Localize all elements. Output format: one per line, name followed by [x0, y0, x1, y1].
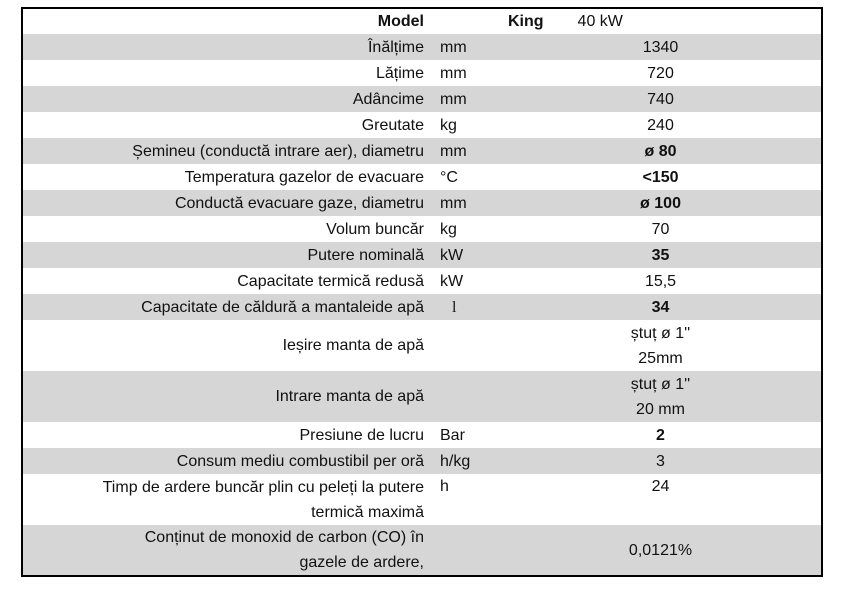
header-brand: King [508, 13, 544, 30]
row-label: Ieșire manta de apă [22, 320, 432, 371]
header-model-label: Model [22, 8, 432, 34]
row-value: 34 [500, 294, 822, 320]
table-row [22, 216, 822, 242]
header-power: 40 kW [577, 13, 623, 30]
table-row [22, 320, 822, 371]
row-label: Consum mediu combustibil per oră [22, 448, 432, 474]
row-unit: kW [432, 242, 500, 268]
row-unit: mm [432, 138, 500, 164]
row-value: 3 [500, 448, 822, 474]
header-model-name [432, 8, 822, 34]
table-row [22, 138, 822, 164]
table-row [22, 525, 822, 576]
table-row [22, 268, 822, 294]
row-label: Șemineu (conductă intrare aer), diametru [22, 138, 432, 164]
row-label [22, 525, 432, 576]
table-row [22, 86, 822, 112]
row-unit: mm [432, 190, 500, 216]
table-row [22, 294, 822, 320]
row-label-line: Timp de ardere buncăr plin cu peleți la putere [102, 478, 424, 496]
row-label: Capacitate de căldură a mantaleide apă [22, 294, 432, 320]
row-value: 740 [500, 86, 822, 112]
row-label [22, 474, 432, 525]
row-value: 2 [500, 422, 822, 448]
row-value-line: ștuț ø 1'' [630, 375, 691, 393]
row-label: Lățime [22, 60, 432, 86]
row-value: ø 100 [500, 190, 822, 216]
row-value-line: ștuț ø 1'' [630, 324, 691, 342]
table-row [22, 34, 822, 60]
row-unit [432, 371, 500, 422]
table-row [22, 474, 822, 525]
table-row [22, 371, 822, 422]
table-row [22, 242, 822, 268]
row-unit: l [432, 294, 500, 320]
table-row [22, 422, 822, 448]
row-value: 24 [500, 474, 822, 525]
row-value: 240 [500, 112, 822, 138]
table-row [22, 60, 822, 86]
row-value [500, 371, 822, 422]
row-value: ø 80 [500, 138, 822, 164]
row-label: Putere nominală [22, 242, 432, 268]
row-unit: kW [432, 268, 500, 294]
row-label: Volum buncăr [22, 216, 432, 242]
row-unit: mm [432, 60, 500, 86]
table-row [22, 448, 822, 474]
row-label: Intrare manta de apă [22, 371, 432, 422]
row-unit [432, 320, 500, 371]
row-label: Înălțime [22, 34, 432, 60]
row-unit: kg [432, 112, 500, 138]
row-unit: Bar [432, 422, 500, 448]
row-unit: h [432, 474, 500, 525]
row-unit: mm [432, 86, 500, 112]
specifications-table [21, 7, 823, 577]
row-unit: °C [432, 164, 500, 190]
row-value: 70 [500, 216, 822, 242]
row-label: Capacitate termică redusă [22, 268, 432, 294]
row-value: 1340 [500, 34, 822, 60]
row-value-line: 25mm [638, 349, 683, 367]
row-value [500, 320, 822, 371]
row-value: 15,5 [500, 268, 822, 294]
row-unit: h/kg [432, 448, 500, 474]
row-value-line: 20 mm [636, 400, 685, 418]
row-unit: kg [432, 216, 500, 242]
row-value: 0,0121% [500, 525, 822, 576]
header-row [22, 8, 822, 34]
table-row [22, 112, 822, 138]
row-unit: mm [432, 34, 500, 60]
row-value: 720 [500, 60, 822, 86]
row-label: Greutate [22, 112, 432, 138]
row-value: 35 [500, 242, 822, 268]
row-label: Presiune de lucru [22, 422, 432, 448]
row-label: Temperatura gazelor de evacuare [22, 164, 432, 190]
row-unit [432, 525, 500, 576]
row-label: Conductă evacuare gaze, diametru [22, 190, 432, 216]
row-label-line: termică maximă [311, 503, 424, 521]
row-label: Adâncime [22, 86, 432, 112]
row-value: <150 [500, 164, 822, 190]
table-row [22, 164, 822, 190]
row-label-line: Conținut de monoxid de carbon (CO) în [144, 529, 424, 546]
row-label-line: gazele de ardere, [299, 554, 424, 571]
table-row [22, 190, 822, 216]
